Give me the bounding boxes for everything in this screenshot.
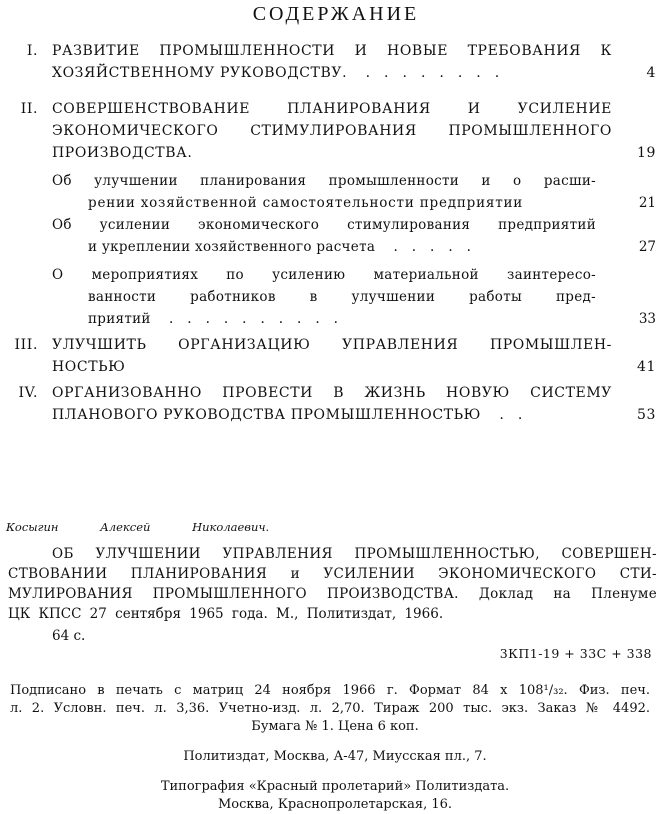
table-of-contents	[0, 40, 660, 426]
toc-section-line: ОРГАНИЗОВАННО ПРОВЕСТИ В ЖИЗНЬ НОВУЮ СИСТЕМУ	[52, 385, 612, 401]
toc-section-number: IV.	[18, 385, 38, 401]
toc-section-line: НОСТЬЮ	[52, 359, 126, 375]
printer-address: Москва, Краснопролетарская, 16.	[217, 797, 453, 812]
classification-code: 3КП1-19 + 33С + 338	[499, 646, 652, 661]
imprint	[0, 682, 660, 814]
imprint-line: л. 2. Условн. печ. л. 3,36. Учетно-изд. л. 2,70. Тираж 200 тыс. экз. Заказ № 4492.	[10, 701, 650, 716]
description-line: СТВОВАНИИ ПЛАНИРОВАНИЯ и УСИЛЕНИИ ЭКОНОМИЧЕСКОГО СТИ-	[8, 566, 657, 582]
description-line: ОБ УЛУЧШЕНИИ УПРАВЛЕНИЯ ПРОМЫШЛЕННОСТЬЮ, СОВЕРШЕН-	[52, 546, 657, 562]
toc-section-1: I. РАЗВИТИЕ ПРОМЫШЛЕННОСТИ И НОВЫЕ ТРЕБОВАНИЯ К ХОЗЯЙСТВЕННОМУ РУКОВОДСТВУ. ........ 4	[0, 40, 660, 84]
toc-subsection-line: рении хозяйственной самостоятельности предприятии	[88, 195, 524, 211]
toc-page-number: 19	[636, 145, 656, 161]
book-description	[8, 544, 657, 624]
toc-page-number: 33	[638, 311, 656, 327]
toc-page-number: 4	[646, 65, 656, 81]
toc-page-number: 41	[636, 359, 656, 375]
page-title: СОДЕРЖАНИЕ	[252, 3, 420, 25]
toc-section-line: УЛУЧШИТЬ ОРГАНИЗАЦИЮ УПРАВЛЕНИЯ ПРОМЫШЛЕН-	[52, 337, 612, 353]
toc-page-number: 27	[638, 239, 656, 255]
toc-subsection-2: Об усилении экономического стимулирования предприятий и укреплении хозяйственного расчета ..... 27	[0, 214, 660, 258]
toc-subsection-line: Об улучшении планирования промышленности и о расши-	[52, 173, 596, 189]
toc-section-number: II.	[20, 101, 38, 117]
toc-subsection-line: Об усилении экономического стимулирования предприятий	[52, 217, 596, 233]
description-line: ЦК КПСС 27 сентября 1965 года. М., Политиздат, 1966.	[8, 606, 444, 622]
toc-section-2	[0, 98, 660, 164]
toc-section-number: I.	[26, 43, 38, 59]
toc-subsection-3: О мероприятиях по усилению материальной заинтересо- ванности работников в улучшении работы пред- приятий .......... 33	[0, 264, 660, 330]
imprint-line: Подписано в печать с матриц 24 ноября 1966 г. Формат 84 х 108¹/₃₂. Физ. печ.	[10, 683, 650, 698]
toc-page-number: 53	[636, 407, 656, 423]
author-name: Косыгин Алексей Николаевич.	[6, 520, 270, 534]
page-count: 64 с.	[52, 628, 86, 644]
publisher-address: Политиздат, Москва, А-47, Миусская пл., 7.	[183, 749, 487, 764]
toc-section-4: IV. ОРГАНИЗОВАННО ПРОВЕСТИ В ЖИЗНЬ НОВУЮ СИСТЕМУ ПЛАНОВОГО РУКОВОДСТВА ПРОМЫШЛЕННОСТЬЮ .. 53	[0, 382, 660, 426]
toc-section-line: ХОЗЯЙСТВЕННОМУ РУКОВОДСТВУ.	[52, 65, 348, 81]
toc-section-number: III.	[14, 337, 38, 353]
toc-section-line: ПЛАНОВОГО РУКОВОДСТВА ПРОМЫШЛЕННОСТЬЮ	[52, 407, 481, 423]
toc-subsection-line: ванности работников в улучшении работы пред-	[88, 289, 596, 305]
toc-subsection-line: приятий	[88, 311, 151, 327]
toc-section-line: ПРОИЗВОДСТВА.	[52, 145, 193, 161]
toc-subsection-1	[0, 170, 660, 214]
toc-section-line: ЭКОНОМИЧЕСКОГО СТИМУЛИРОВАНИЯ ПРОМЫШЛЕННОГО	[52, 123, 612, 139]
printer-name: Типография «Красный пролетарий» Политиздата.	[160, 779, 510, 794]
imprint-line: Бумага № 1. Цена 6 коп.	[251, 719, 419, 734]
toc-section-line: РАЗВИТИЕ ПРОМЫШЛЕННОСТИ И НОВЫЕ ТРЕБОВАНИЯ К	[52, 43, 612, 59]
description-line: МУЛИРОВАНИЯ ПРОМЫШЛЕННОГО ПРОИЗВОДСТВА. Доклад на Пленуме	[8, 586, 657, 602]
toc-page-number: 21	[638, 195, 656, 211]
toc-section-line: СОВЕРШЕНСТВОВАНИЕ ПЛАНИРОВАНИЯ И УСИЛЕНИЕ	[52, 101, 612, 117]
toc-subsection-line: О мероприятиях по усилению материальной заинтересо-	[52, 267, 596, 283]
toc-subsection-line: и укреплении хозяйственного расчета	[88, 239, 376, 255]
toc-section-3	[0, 334, 660, 378]
